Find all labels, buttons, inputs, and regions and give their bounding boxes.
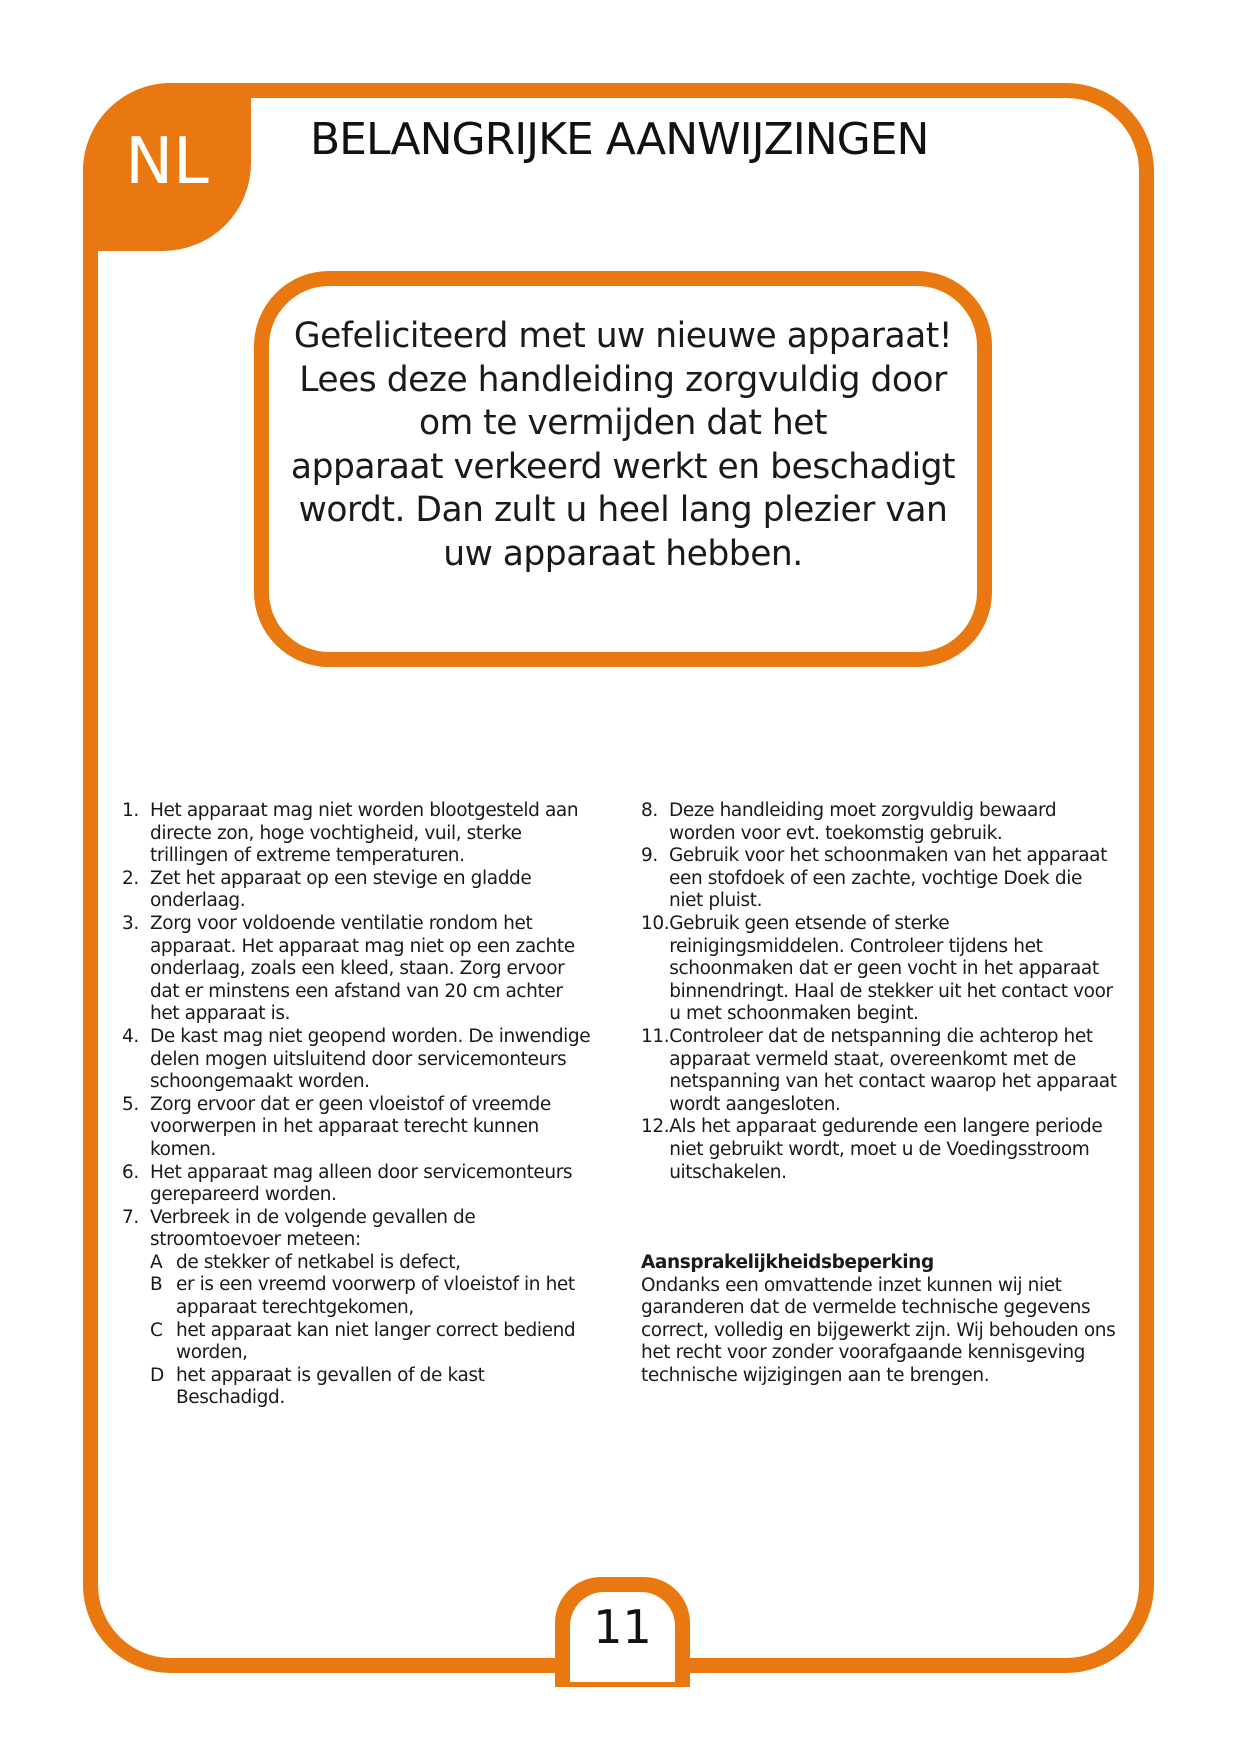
item-text: Verbreek in de volgende gevallen de stroomtoevoer meteen: <box>150 1206 476 1251</box>
item-text: De kast mag niet geopend worden. De inwendige delen mogen uitsluitend door servicemonteurs schoongemaakt worden. <box>150 1025 591 1093</box>
intro-line: apparaat verkeerd werkt en beschadigt <box>290 446 956 487</box>
intro-line: om te vermijden dat het <box>418 403 827 443</box>
disclaimer-text: Ondanks een omvattende inzet kunnen wij niet garanderen dat de vermelde technische gegevens correct, volledig en bijgewerkt zijn. Wij behouden ons het recht voor zonder voorafgaande kennisgeving technische wijzigingen aan te brengen. <box>641 1274 1116 1387</box>
sub-item-letter: B <box>150 1274 163 1296</box>
instruction-item <box>641 845 1121 913</box>
intro-line: wordt. Dan zult u heel lang plezier van <box>298 490 948 530</box>
item-number: 7. <box>122 1206 139 1228</box>
item-text: Zet het apparaat op een stevige en gladde onderlaag. <box>150 867 532 912</box>
instruction-sub-item <box>122 1320 592 1365</box>
item-number: 12. <box>641 1116 670 1138</box>
item-number: 3. <box>122 912 139 934</box>
instruction-sub-item <box>122 1252 592 1275</box>
page-number: 11 <box>593 1600 652 1654</box>
item-number: 6. <box>122 1161 139 1183</box>
item-number: 4. <box>122 1025 139 1047</box>
sub-item-letter: A <box>150 1251 163 1273</box>
sub-item-letter: C <box>150 1319 163 1341</box>
item-text: Gebruik voor het schoonmaken van het apparaat een stofdoek of een zachte, vochtige Doek die niet pluist. <box>669 845 1107 912</box>
sub-item-text: het apparaat is gevallen of de kast Beschadigd. <box>176 1364 485 1409</box>
instructions-right-column <box>641 800 1121 1388</box>
item-number: 8. <box>641 800 658 821</box>
language-label: NL <box>125 125 209 199</box>
instruction-item <box>122 1026 592 1094</box>
instruction-item <box>641 1116 1121 1184</box>
instruction-item <box>641 1026 1121 1116</box>
item-number: 11. <box>641 1025 670 1047</box>
disclaimer-title: Aansprakelijkheidsbeperking <box>641 1252 934 1274</box>
intro-text <box>270 315 976 576</box>
intro-line: Gefeliciteerd met uw nieuwe apparaat! <box>293 316 953 356</box>
item-number: 5. <box>122 1093 139 1115</box>
instruction-item <box>122 868 592 913</box>
disclaimer-section <box>641 1252 1121 1388</box>
instruction-item <box>122 800 592 868</box>
sub-item-letter: D <box>150 1364 164 1386</box>
intro-line: uw apparaat hebben. <box>443 533 803 574</box>
instruction-sub-item <box>122 1274 592 1319</box>
instruction-sub-item <box>122 1365 592 1410</box>
item-text: Gebruik geen etsende of sterke reinigingsmiddelen. Controleer tijdens het schoonmaken dat er geen vocht in het apparaat binnendringt. Haal de stekker uit het contact voor u met schoonmaken begint. <box>669 912 1113 1025</box>
intro-line: Lees deze handleiding zorgvuldig door <box>299 359 947 400</box>
instruction-item <box>122 1207 592 1252</box>
item-text: Als het apparaat gedurende een langere periode niet gebruikt wordt, moet u de Voedingsstroom uitschakelen. <box>669 1116 1103 1183</box>
instructions-left-column <box>122 800 592 1410</box>
item-text: Het apparaat mag niet worden blootgesteld aan directe zon, hoge vochtigheid, vuil, sterke trillingen of extreme temperaturen. <box>150 800 579 867</box>
item-number: 2. <box>122 867 139 889</box>
item-text: Deze handleiding moet zorgvuldig bewaard worden voor evt. toekomstig gebruik. <box>669 800 1057 844</box>
item-text: Controleer dat de netspanning die achterop het apparaat vermeld staat, overeenkomt met de netspanning van het contact waarop het apparaat wordt aangesloten. <box>669 1025 1117 1115</box>
item-number: 1. <box>122 800 139 821</box>
page-title: BELANGRIJKE AANWIJZINGEN <box>310 114 929 165</box>
instruction-item <box>122 1094 592 1162</box>
instruction-item <box>641 800 1121 845</box>
item-text: Zorg voor voldoende ventilatie rondom het apparaat. Het apparaat mag niet op een zachte onderlaag, zoals een kleed, staan. Zorg ervoor dat er minstens een afstand van 20 cm achter het apparaat is. <box>150 912 575 1025</box>
instruction-item <box>122 913 592 1026</box>
instruction-item <box>641 913 1121 1026</box>
item-number: 9. <box>641 845 658 867</box>
sub-item-text: er is een vreemd voorwerp of vloeistof in het apparaat terechtgekomen, <box>176 1274 575 1319</box>
item-number: 10. <box>641 912 670 934</box>
item-text: Zorg ervoor dat er geen vloeistof of vreemde voorwerpen in het apparaat terecht kunnen komen. <box>150 1093 551 1160</box>
sub-item-text: de stekker of netkabel is defect, <box>176 1251 461 1273</box>
sub-item-text: het apparaat kan niet langer correct bediend worden, <box>176 1319 576 1364</box>
item-text: Het apparaat mag alleen door servicemonteurs gerepareerd worden. <box>150 1161 573 1206</box>
instruction-item <box>122 1162 592 1207</box>
